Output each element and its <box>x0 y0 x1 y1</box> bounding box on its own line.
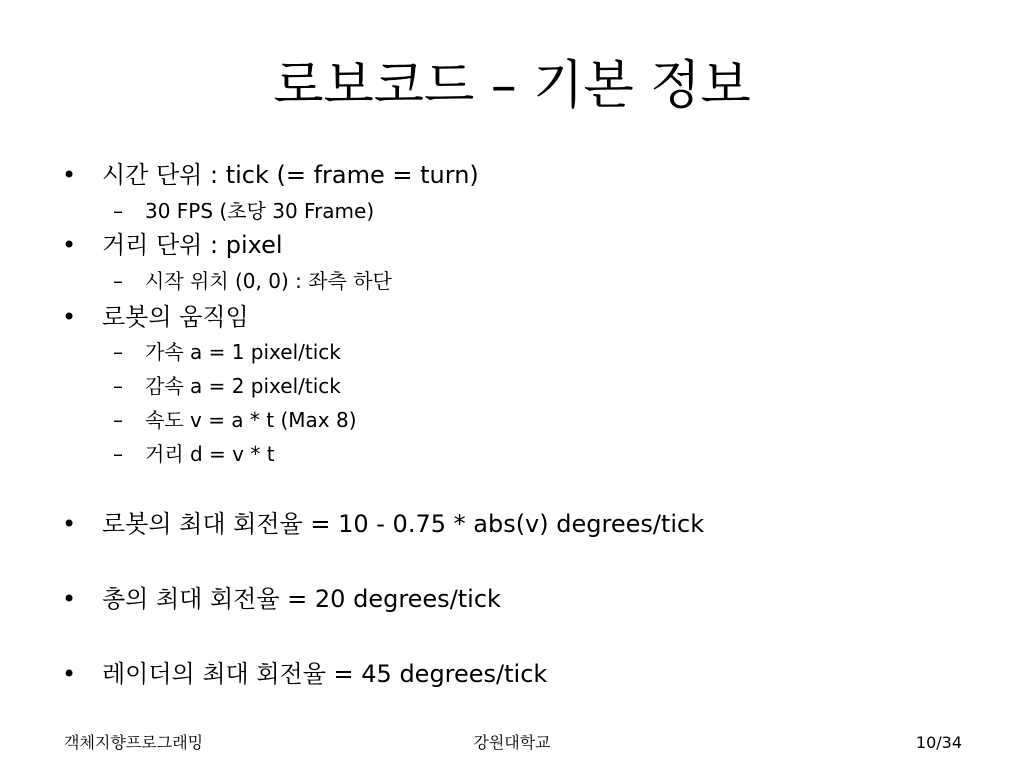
bullet-item <box>62 302 249 332</box>
footer-page-number: 10/34 <box>915 733 962 752</box>
footer-course-name: 객체지향프로그래밍 <box>64 733 204 752</box>
bullet-text: 거리 단위 : pixel <box>102 231 283 259</box>
bullet-icon: • <box>62 303 77 331</box>
sub-item <box>113 268 392 294</box>
bullet-text: 로봇의 움직임 <box>102 303 249 331</box>
sub-item <box>113 198 374 224</box>
bullet-icon: • <box>62 510 77 538</box>
bullet-text: 총의 최대 회전율 = 20 degrees/tick <box>102 585 501 613</box>
dash-icon: – <box>113 442 123 466</box>
bullet-text: 레이더의 최대 회전율 = 45 degrees/tick <box>102 660 548 688</box>
dash-icon: – <box>113 199 123 223</box>
dash-icon: – <box>113 269 123 293</box>
sub-item <box>113 339 341 365</box>
sub-item <box>113 441 275 467</box>
bullet-icon: • <box>62 231 77 259</box>
sub-item <box>113 373 341 399</box>
dash-icon: – <box>113 408 123 432</box>
dash-icon: – <box>113 340 123 364</box>
bullet-text: 로봇의 최대 회전율 = 10 - 0.75 * abs(v) degrees/tick <box>102 510 705 538</box>
sub-item <box>113 407 357 433</box>
footer-university: 강원대학교 <box>473 733 551 752</box>
slide-title: 로보코드 – 기본 정보 <box>273 56 751 116</box>
bullet-icon: • <box>62 660 77 688</box>
bullet-item <box>62 160 479 190</box>
sub-item-text: 시작 위치 (0, 0) : 좌측 하단 <box>145 269 392 293</box>
dash-icon: – <box>113 374 123 398</box>
bullet-item <box>62 584 501 614</box>
sub-item-text: 30 FPS (초당 30 Frame) <box>145 199 375 223</box>
sub-item-text: 속도 v = a * t (Max 8) <box>145 408 357 432</box>
bullet-icon: • <box>62 585 77 613</box>
bullet-icon: • <box>62 161 77 189</box>
bullet-item <box>62 509 704 539</box>
sub-item-text: 감속 a = 2 pixel/tick <box>145 374 341 398</box>
bullet-item <box>62 230 283 260</box>
bullet-text: 시간 단위 : tick (= frame = turn) <box>102 161 479 189</box>
sub-item-text: 거리 d = v * t <box>145 442 275 466</box>
sub-item-text: 가속 a = 1 pixel/tick <box>145 340 341 364</box>
bullet-item <box>62 659 547 689</box>
